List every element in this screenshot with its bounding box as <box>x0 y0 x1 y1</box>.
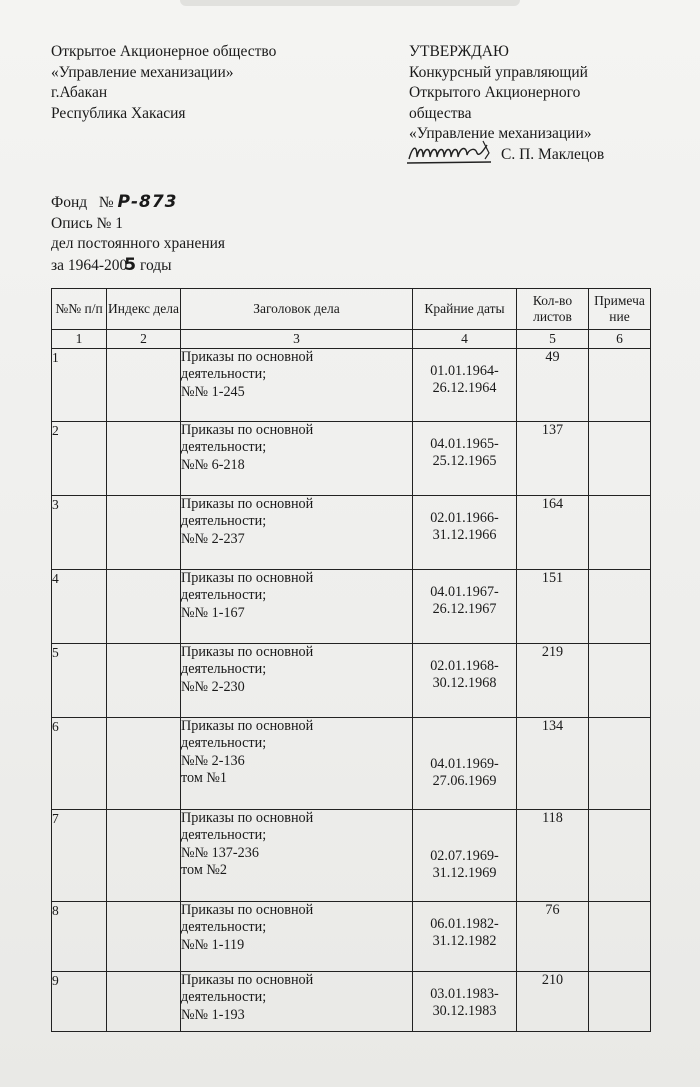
inventory-table <box>51 288 651 1032</box>
title-line: №№ 2-136 <box>181 752 245 769</box>
title-line: №№ 1-193 <box>181 1006 245 1023</box>
approval-line: «Управление механизации» <box>409 125 592 142</box>
title-line: Приказы по основной <box>181 569 314 586</box>
row-remark <box>589 569 651 643</box>
row-remark <box>589 348 651 421</box>
row-title <box>181 809 413 901</box>
row-dates <box>413 569 517 643</box>
title-line: №№ 2-230 <box>181 678 245 695</box>
row-dates <box>413 495 517 569</box>
date-line: 04.01.1965- <box>430 435 499 452</box>
title-line: деятельности; <box>181 919 267 935</box>
date-line: 04.01.1967- <box>430 583 499 600</box>
column-number: 1 <box>52 330 107 349</box>
title-line: Приказы по основной <box>181 717 314 734</box>
signature <box>409 147 501 165</box>
title-line: деятельности; <box>181 587 267 603</box>
title-line: Приказы по основной <box>181 971 314 988</box>
fund-block <box>51 192 225 276</box>
row-number: 7 <box>52 809 107 901</box>
fund-label: Фонд <box>51 194 88 211</box>
column-number: 6 <box>589 330 651 349</box>
fund-no-label: № <box>98 194 114 211</box>
date-line: 31.12.1966 <box>432 527 497 543</box>
row-remark <box>589 643 651 717</box>
title-line: №№ 1-119 <box>181 936 245 953</box>
table-row <box>52 421 651 495</box>
title-line: №№ 137-236 <box>181 844 259 861</box>
table-row <box>52 643 651 717</box>
years-line <box>51 255 225 277</box>
column-header: Примеча ние <box>589 289 651 330</box>
approval-title: УТВЕРЖДАЮ <box>409 43 509 60</box>
row-dates <box>413 809 517 901</box>
row-dates <box>413 348 517 421</box>
row-sheet-count: 219 <box>517 643 589 717</box>
title-line: №№ 6-218 <box>181 456 245 473</box>
row-number: 3 <box>52 495 107 569</box>
org-line: Открытое Акционерное общество <box>51 43 277 60</box>
title-line: Приказы по основной <box>181 901 314 918</box>
column-header: Кол-во листов <box>517 289 589 330</box>
column-header: Индекс дела <box>107 289 181 330</box>
table-row <box>52 495 651 569</box>
row-sheet-count: 210 <box>517 971 589 1031</box>
row-index <box>107 495 181 569</box>
table-row <box>52 348 651 421</box>
row-index <box>107 421 181 495</box>
table-row <box>52 971 651 1031</box>
title-line: деятельности; <box>181 661 267 677</box>
title-line: деятельности; <box>181 439 267 455</box>
org-line: г.Абакан <box>51 84 108 101</box>
title-line: Приказы по основной <box>181 809 314 826</box>
organization-block <box>51 42 276 124</box>
title-line: деятельности; <box>181 366 267 382</box>
title-line: том №2 <box>181 862 227 878</box>
org-line: Республика Хакасия <box>51 104 186 122</box>
column-number: 2 <box>107 330 181 349</box>
fund-line <box>51 192 225 214</box>
row-title <box>181 569 413 643</box>
row-number: 5 <box>52 643 107 717</box>
row-sheet-count: 118 <box>517 809 589 901</box>
row-sheet-count: 164 <box>517 495 589 569</box>
row-index <box>107 901 181 971</box>
signature-icon <box>405 137 505 169</box>
row-title <box>181 717 413 809</box>
row-number: 4 <box>52 569 107 643</box>
column-header: №№ п/п <box>52 289 107 330</box>
title-line: Приказы по основной <box>181 421 314 438</box>
storage-line: дел постоянного хранения <box>51 235 226 252</box>
row-dates <box>413 643 517 717</box>
title-line: №№ 1-167 <box>181 604 245 621</box>
row-title <box>181 971 413 1031</box>
date-line: 02.01.1966- <box>430 509 499 526</box>
scan-shadow <box>180 0 520 6</box>
date-line: 26.12.1967 <box>432 601 497 617</box>
row-dates <box>413 421 517 495</box>
years-handwritten: 5 <box>124 254 137 275</box>
table-row <box>52 717 651 809</box>
approval-line: общества <box>409 104 472 122</box>
row-dates <box>413 971 517 1031</box>
row-remark <box>589 901 651 971</box>
date-line: 02.01.1968- <box>430 657 499 674</box>
row-remark <box>589 809 651 901</box>
fund-number: Р-873 <box>117 192 178 212</box>
date-line: 31.12.1969 <box>432 865 497 881</box>
approval-block <box>409 42 604 165</box>
title-line: Приказы по основной <box>181 495 314 512</box>
date-line: 02.07.1969- <box>430 847 499 864</box>
title-line: Приказы по основной <box>181 348 314 365</box>
row-index <box>107 971 181 1031</box>
signature-row <box>409 145 604 166</box>
approval-line: Конкурсный управляющий <box>409 63 588 81</box>
date-line: 31.12.1982 <box>432 933 497 949</box>
title-line: деятельности; <box>181 989 267 1005</box>
title-line: том №1 <box>181 770 227 786</box>
title-line: деятельности; <box>181 827 267 843</box>
title-line: №№ 2-237 <box>181 530 245 547</box>
date-line: 26.12.1964 <box>432 380 497 396</box>
row-title <box>181 348 413 421</box>
column-number: 5 <box>517 330 589 349</box>
date-line: 30.12.1983 <box>432 1003 497 1019</box>
row-title <box>181 901 413 971</box>
row-title <box>181 495 413 569</box>
table-row <box>52 569 651 643</box>
row-remark <box>589 717 651 809</box>
row-sheet-count: 76 <box>517 901 589 971</box>
row-number: 8 <box>52 901 107 971</box>
row-number: 9 <box>52 971 107 1031</box>
row-index <box>107 569 181 643</box>
column-header: Крайние даты <box>413 289 517 330</box>
date-line: 06.01.1982- <box>430 915 499 932</box>
date-line: 27.06.1969 <box>432 773 497 789</box>
row-number: 6 <box>52 717 107 809</box>
signer-name: С. П. Маклецов <box>501 145 605 163</box>
title-line: деятельности; <box>181 513 267 529</box>
date-line: 30.12.1968 <box>432 675 497 691</box>
years-prefix: за 1964-200 <box>51 256 128 274</box>
approval-line: Открытого Акционерного <box>409 84 581 101</box>
column-number: 4 <box>413 330 517 349</box>
row-number: 1 <box>52 348 107 421</box>
date-line: 03.01.1983- <box>430 985 499 1002</box>
date-line: 04.01.1969- <box>430 755 499 772</box>
date-line: 25.12.1965 <box>432 453 497 469</box>
table-row <box>52 901 651 971</box>
row-index <box>107 348 181 421</box>
title-line: деятельности; <box>181 735 267 751</box>
row-number: 2 <box>52 421 107 495</box>
years-suffix: годы <box>136 256 172 274</box>
inventory-line: Опись № 1 <box>51 214 124 232</box>
column-number: 3 <box>181 330 413 349</box>
row-dates <box>413 901 517 971</box>
row-index <box>107 717 181 809</box>
row-remark <box>589 421 651 495</box>
table-header-row <box>52 289 651 330</box>
row-sheet-count: 49 <box>517 348 589 421</box>
table-row <box>52 809 651 901</box>
column-header: Заголовок дела <box>181 289 413 330</box>
row-remark <box>589 971 651 1031</box>
row-sheet-count: 137 <box>517 421 589 495</box>
row-remark <box>589 495 651 569</box>
row-title <box>181 421 413 495</box>
date-line: 01.01.1964- <box>430 362 499 379</box>
row-index <box>107 643 181 717</box>
row-index <box>107 809 181 901</box>
row-sheet-count: 151 <box>517 569 589 643</box>
table-body <box>52 348 651 1031</box>
title-line: №№ 1-245 <box>181 383 245 400</box>
title-line: Приказы по основной <box>181 643 314 660</box>
row-dates <box>413 717 517 809</box>
column-number-row <box>52 330 651 349</box>
org-line: «Управление механизации» <box>51 63 234 81</box>
row-title <box>181 643 413 717</box>
row-sheet-count: 134 <box>517 717 589 809</box>
